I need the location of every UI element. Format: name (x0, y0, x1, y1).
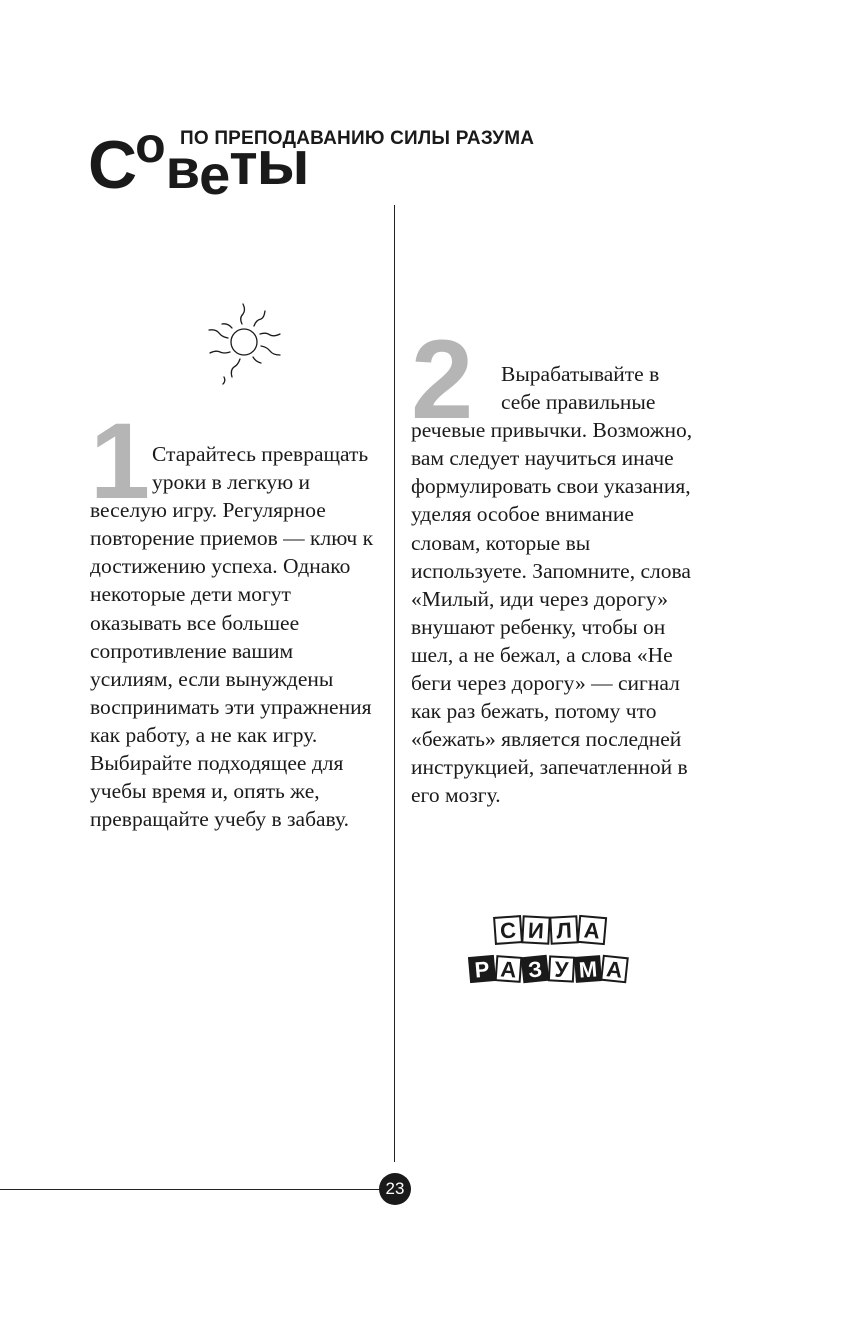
title-letter: е (199, 143, 230, 206)
logo-tile (578, 916, 606, 944)
footer-rule (0, 1189, 382, 1190)
logo-tile (601, 956, 627, 983)
page-number: 23 (379, 1173, 411, 1205)
logo-tile (550, 916, 577, 943)
logo-letter: И (527, 917, 545, 944)
logo-letter: У (553, 956, 569, 983)
logo-letter: А (499, 956, 518, 983)
logo-letter: А (582, 917, 601, 944)
title-letter: т (229, 132, 257, 197)
column-divider (394, 205, 395, 1162)
logo-letter: С (499, 917, 517, 944)
tip-number: 1 (90, 400, 149, 521)
title-letter: в (165, 137, 200, 200)
tip-text: Старайтесь превращать уроки в легкую и веселую игру. Регулярное повторение приемов — ключ к достижению успеха. Однако некоторые дети могут оказывать все большее сопротивление вашим усилиям, если вынуждены воспринимать эти упражнения как работу, а не как игру. Выбирайте подходящее для учебы время и, опять же, превращайте учебу в забаву. (90, 442, 374, 832)
logo-letter: А (605, 956, 624, 983)
logo-tile (494, 916, 522, 944)
tip-number: 2 (411, 317, 474, 442)
logo-tile (496, 956, 522, 983)
logo-tile (522, 916, 549, 943)
logo-tile (549, 956, 574, 982)
page-subtitle: ПО ПРЕПОДАВАНИЮ СИЛЫ РАЗУМА (180, 128, 535, 149)
logo-letter: М (578, 956, 599, 983)
logo-tile (575, 956, 601, 983)
logo-tile (522, 956, 548, 983)
tip-2 (411, 317, 703, 810)
sun-icon (198, 298, 290, 388)
logo-tile (469, 956, 495, 983)
title-letter: С (88, 127, 137, 203)
logo-letter: Р (473, 956, 491, 983)
page-header (88, 117, 608, 210)
tip-1 (90, 400, 375, 833)
logo-letter: З (526, 956, 544, 983)
tip-text: Вырабатывайте в себе правильные речевые привычки. Возможно, вам следует научиться иначе формулировать свои указания, уделяя особое внимание словам, которые вы используете. Запомните, слова «Милый, иди через дорогу» внушают ребенку, чтобы он шел, а не бежал, а слова «Не беги через дорогу» — сигнал как раз бежать, потому что «бежать» является последней инструкцией, запечатленной в его мозгу. (411, 362, 693, 808)
logo-letter: Л (555, 917, 573, 944)
title-letter: о (135, 117, 165, 173)
sila-razuma-logo (467, 913, 629, 993)
title-letter: ы (256, 129, 309, 198)
